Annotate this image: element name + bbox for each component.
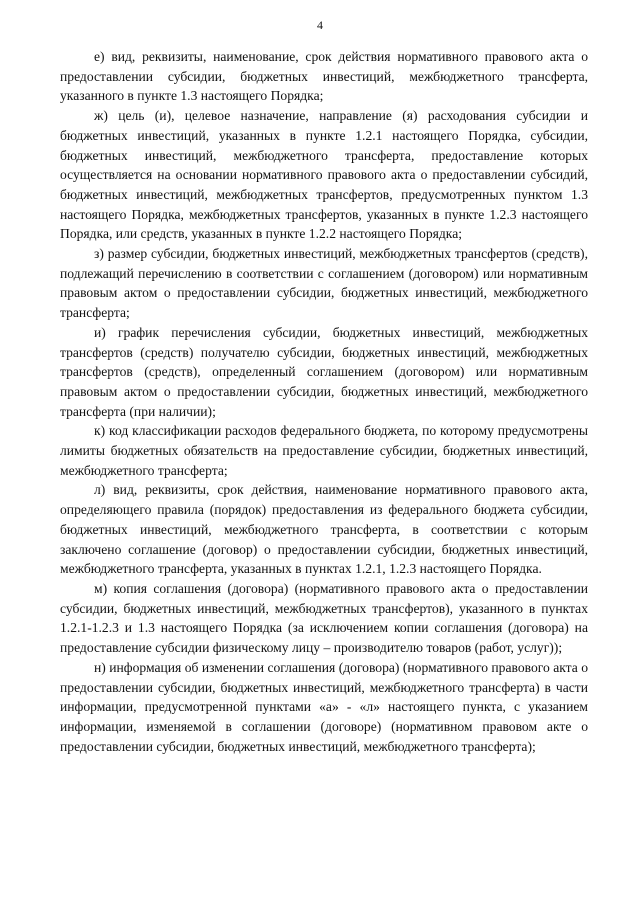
document-body: [60, 47, 588, 756]
paragraph-z: з) размер субсидии, бюджетных инвестиций, межбюджетных трансфертов (средств), подлежащий перечислению в соответствии с соглашением (договором) или нормативным правовым актом о предоставлении субсидии, бюджетных инвестиций, межбюджетного трансферта;: [60, 246, 588, 321]
paragraph-l: л) вид, реквизиты, срок действия, наименование нормативного правового акта, определяющего правила (порядок) предоставления из федерального бюджета субсидии, бюджетных инвестиций, межбюджетного трансферта, в соответствии с которым заключено соглашение (договор) о предоставлении субсидии, бюджетных инвестиций, межбюджетного трансферта, указанных в пунктах 1.2.1, 1.2.3 настоящего Порядка.: [60, 482, 588, 577]
page-number: 4: [317, 18, 323, 32]
paragraph-k: к) код классификации расходов федерального бюджета, по которому предусмотрены лимиты бюджетных обязательств на предоставление субсидии, бюджетных инвестиций, межбюджетного трансферта;: [60, 423, 588, 478]
paragraph-e: е) вид, реквизиты, наименование, срок действия нормативного правового акта о предоставлении субсидии, бюджетных инвестиций, межбюджетного трансферта, указанного в пункте 1.3 настоящего Порядка;: [60, 49, 588, 104]
paragraph-n: н) информация об изменении соглашения (договора) (нормативного правового акта о предоставлении субсидии, бюджетных инвестиций, межбюджетного трансферта) в части информации, предусмотренной пунктами «а» - «л» настоящего пункта, с указанием информации, изменяемой в соглашении (договоре) (нормативном правовом акте о предоставлении субсидии, бюджетных инвестиций, межбюджетного трансферта);: [60, 659, 588, 754]
paragraph-m: м) копия соглашения (договора) (нормативного правового акта о предоставлении субсидии, бюджетных инвестиций, межбюджетных трансфертов), указанного в пунктах 1.2.1-1.2.3 и 1.3 настоящего Порядка (за исключением копии соглашения (договора) на предоставление субсидии физическому лицу – производителю товаров (работ, услуг));: [60, 580, 588, 656]
paragraph-zh: ж) цель (и), целевое назначение, направление (я) расходования субсидии и бюджетных инвестиций, указанных в пункте 1.2.1 настоящего Порядка, субсидии, бюджетных инвестиций, межбюджетного трансферта, предоставление которых осуществляется на основании нормативного правового акта о предоставлении субсидий, бюджетных инвестиций, межбюджетных трансфертов, предусмотренных пунктом 1.3 настоящего Порядка, межбюджетных трансфертов, указанных в пункте 1.2.3 настоящего Порядка, или средств, указанных в пункте 1.2.2 настоящего Порядка;: [60, 108, 588, 242]
paragraph-i: и) график перечисления субсидии, бюджетных инвестиций, межбюджетных трансфертов (средств) получателю субсидии, бюджетных инвестиций, межбюджетных трансфертов (средств), определенный соглашением (договором) или нормативным правовым актом о предоставлении субсидии, бюджетных инвестиций, межбюджетного трансферта (при наличии);: [60, 324, 588, 419]
